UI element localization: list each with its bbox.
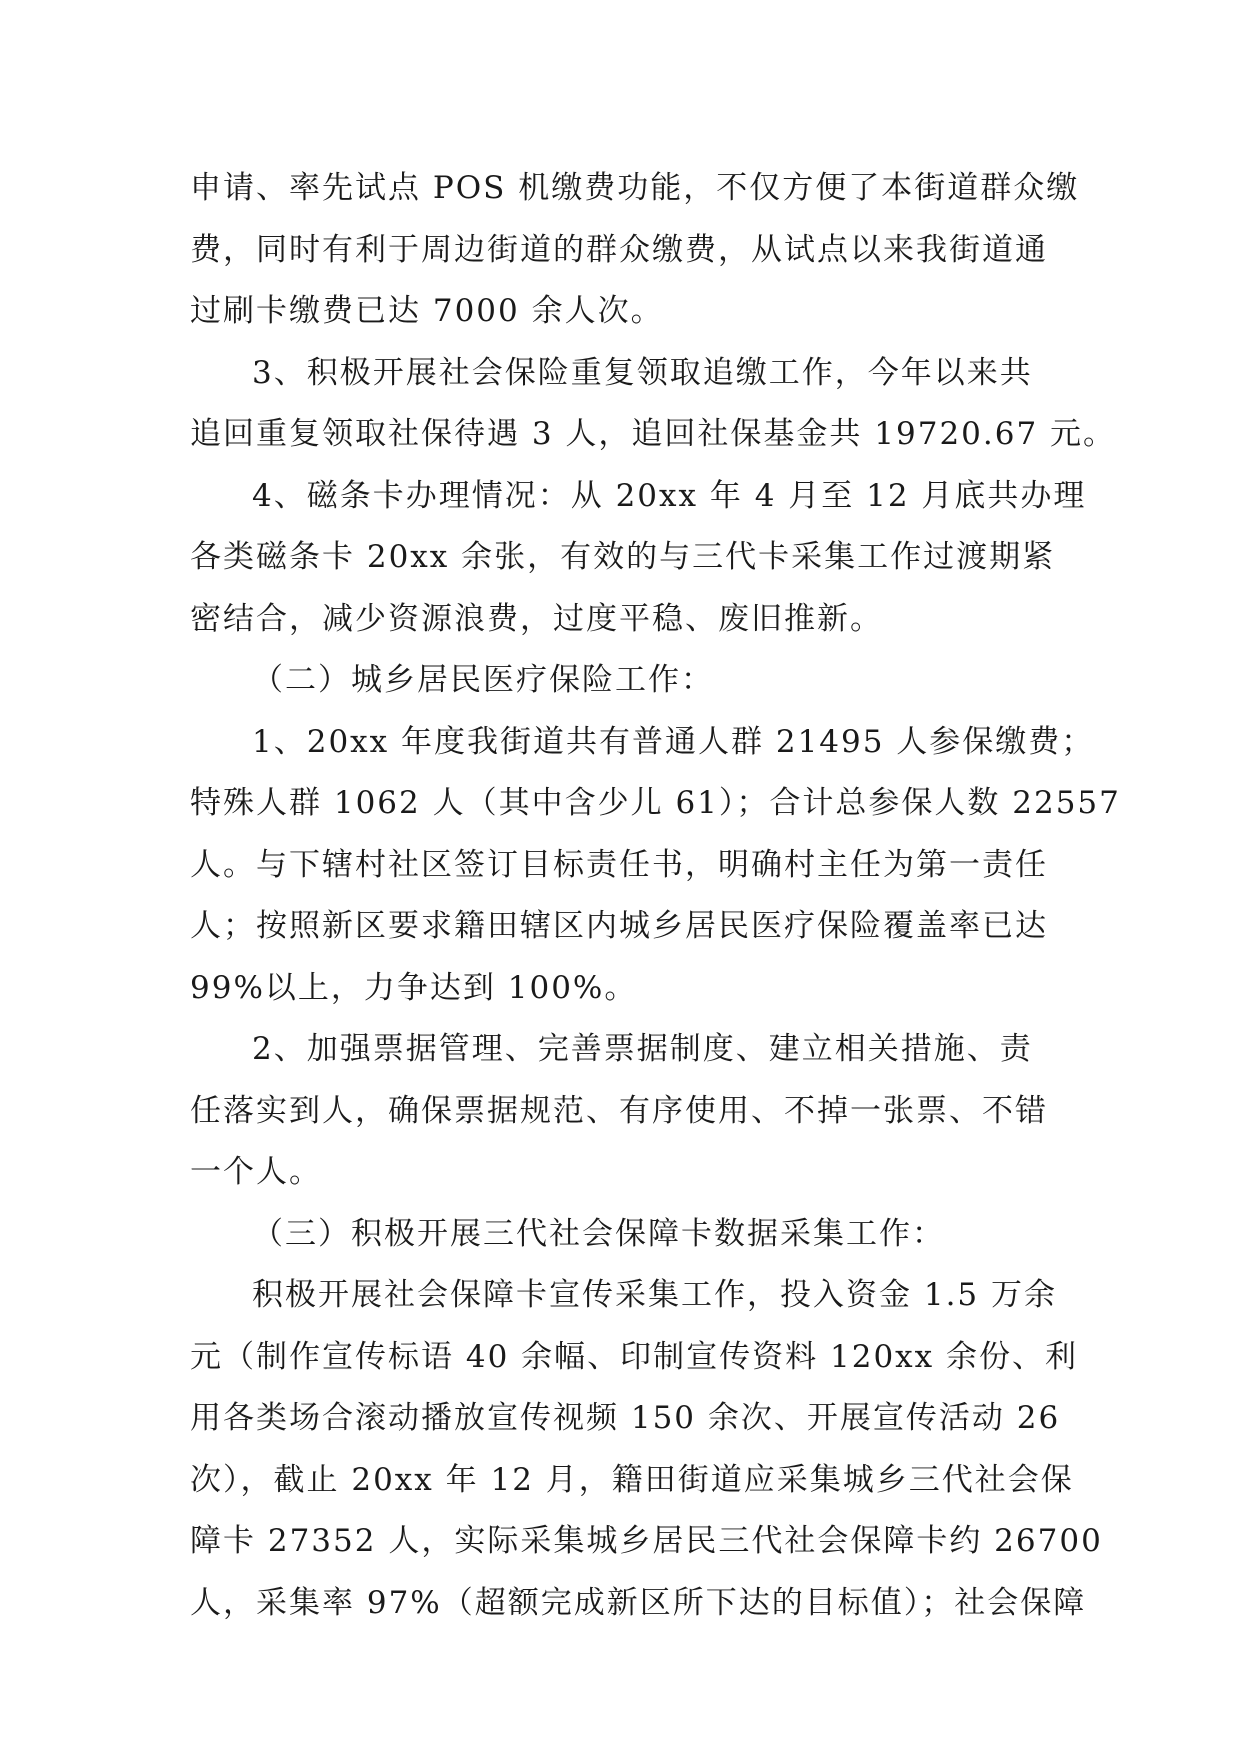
text-line: 各类磁条卡 20xx 余张，有效的与三代卡采集工作过渡期紧 bbox=[190, 539, 1056, 575]
section-heading: （二）城乡居民医疗保险工作： bbox=[252, 662, 714, 698]
text-line: 用各类场合滚动播放宣传视频 150 余次、开展宣传活动 26 bbox=[190, 1400, 1061, 1436]
text-line: 人。与下辖村社区签订目标责任书，明确村主任为第一责任 bbox=[190, 846, 1048, 883]
text-line: 2、加强票据管理、完善票据制度、建立相关措施、责 bbox=[252, 1031, 1033, 1067]
text-line: 过刷卡缴费已达 7000 余人次。 bbox=[190, 293, 664, 329]
section-heading: （三）积极开展三代社会保障卡数据采集工作： bbox=[252, 1215, 945, 1252]
text-line: 一个人。 bbox=[190, 1154, 322, 1190]
text-line: 费，同时有利于周边街道的群众缴费，从试点以来我街道通 bbox=[190, 231, 1048, 268]
text-line: 人，采集率 97%（超额完成新区所下达的目标值）；社会保障 bbox=[190, 1584, 1087, 1621]
text-line: 追回重复领取社保待遇 3 人，追回社保基金共 19720.67 元。 bbox=[190, 416, 1117, 452]
text-line: 任落实到人，确保票据规范、有序使用、不掉一张票、不错 bbox=[190, 1092, 1048, 1129]
text-line: 99%以上，力争达到 100%。 bbox=[190, 969, 638, 1006]
text-line: 特殊人群 1062 人（其中含少儿 61）；合计总参保人数 22557 bbox=[190, 785, 1121, 821]
text-line: 密结合，减少资源浪费，过度平稳、废旧推新。 bbox=[190, 600, 883, 637]
body-text bbox=[190, 158, 1121, 1634]
text-line: 1、20xx 年度我街道共有普通人群 21495 人参保缴费； bbox=[252, 723, 1095, 760]
text-line: 元（制作宣传标语 40 余幅、印制宣传资料 120xx 余份、利 bbox=[190, 1338, 1078, 1375]
text-line: 4、磁条卡办理情况：从 20xx 年 4 月至 12 月底共办理 bbox=[252, 477, 1087, 514]
text-line: 3、积极开展社会保险重复领取追缴工作，今年以来共 bbox=[252, 354, 1033, 391]
text-line: 人；按照新区要求籍田辖区内城乡居民医疗保险覆盖率已达 bbox=[190, 908, 1048, 944]
text-line: 积极开展社会保障卡宣传采集工作，投入资金 1.5 万余 bbox=[252, 1277, 1058, 1313]
text-line: 次），截止 20xx 年 12 月，籍田街道应采集城乡三代社会保 bbox=[190, 1461, 1074, 1498]
text-line: 申请、率先试点 POS 机缴费功能，不仅方便了本街道群众缴 bbox=[190, 170, 1080, 206]
text-line: 障卡 27352 人，实际采集城乡居民三代社会保障卡约 26700 bbox=[190, 1523, 1103, 1559]
